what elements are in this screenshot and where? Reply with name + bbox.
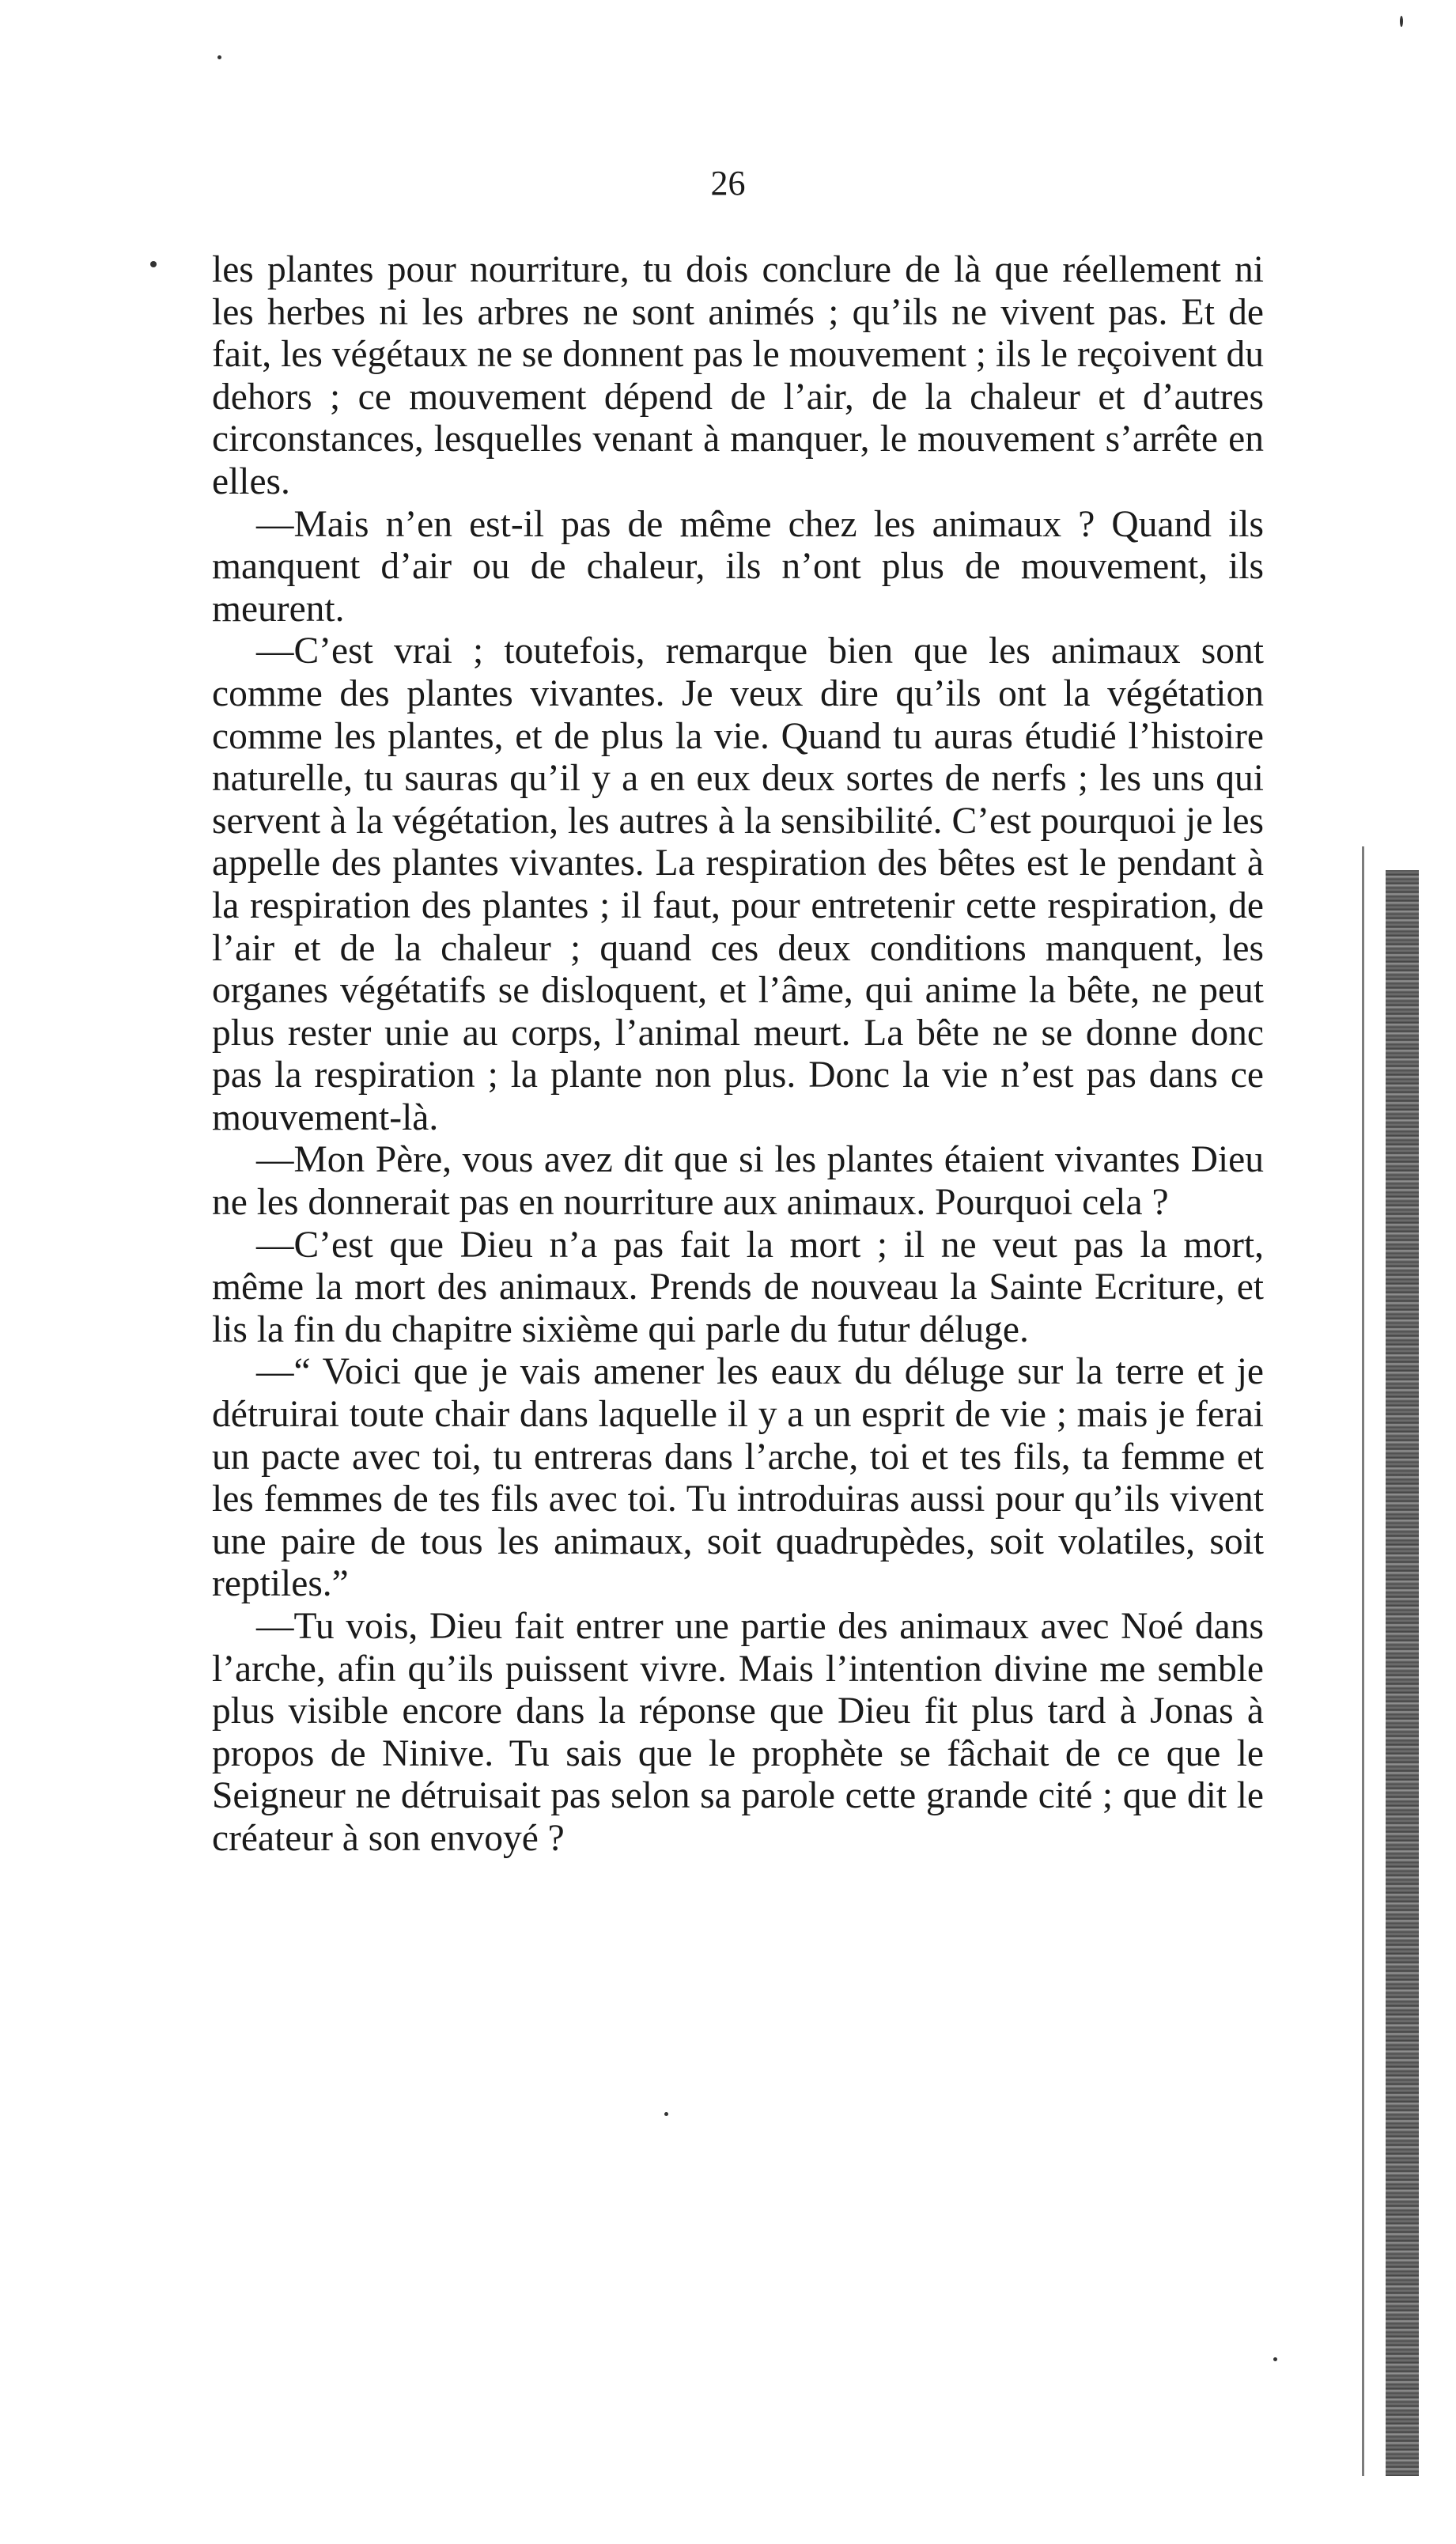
scan-speck: [664, 2112, 668, 2116]
scan-speck: [1273, 2357, 1277, 2361]
binding-edge-shadow: [1386, 870, 1419, 2476]
paragraph-6: —“ Voici que je vais amener les eaux du déluge sur la terre et je détruirai toute chair dans laquelle il y a un esprit de vie ; mais je ferai un pacte avec toi, tu entreras dans l’arche, toi et tes fils, ta femme et les femmes de tes fils avec toi. Tu introduiras aussi pour qu’ils vivent une paire de tous les animaux, soit quadrupèdes, soit volatiles, soit reptiles.”: [212, 1351, 1264, 1605]
paragraph-5: —C’est que Dieu n’a pas fait la mort ; il ne veut pas la mort, même la mort des animaux. Prends de nouveau la Sainte Ecriture, et lis la fin du chapitre sixième qui parle du futur déluge.: [212, 1224, 1264, 1350]
paragraph-2: —Mais n’en est-il pas de même chez les animaux ? Quand ils manquent d’air ou de chaleur, ils n’ont plus de mouvement, ils meurent.: [212, 503, 1264, 630]
scan-speck: [1400, 16, 1403, 27]
scan-speck: [150, 261, 157, 267]
paragraph-1: les plantes pour nourriture, tu dois conclure de là que réellement ni les herbes ni les arbres ne sont animés ; qu’ils ne vivent pas. Et de fait, les végétaux ne se donnent pas le mouvement ; ils le reçoivent du dehors ; ce mouvement dépend de l’air, de la chaleur et d’autres circonstances, lesquelles venant à manquer, le mouvement s’arrête en elles.: [212, 249, 1264, 502]
page-number: 26: [710, 164, 746, 203]
scan-speck: [217, 55, 221, 59]
binding-edge-line: [1362, 846, 1364, 2476]
paragraph-7: —Tu vois, Dieu fait entrer une partie des animaux avec Noé dans l’arche, afin qu’ils puissent vivre. Mais l’intention divine me semble plus visible encore dans la réponse que Dieu fit plus tard à Jonas à propos de Ninive. Tu sais que le prophète se fâchait de ce que le Seigneur ne détruisait pas selon sa parole cette grande cité ; que dit le créateur à son envoyé ?: [212, 1606, 1264, 1859]
body-text: [212, 249, 1264, 1861]
paragraph-4: —Mon Père, vous avez dit que si les plantes étaient vivantes Dieu ne les donnerait pas en nourriture aux animaux. Pourquoi cela ?: [212, 1139, 1264, 1224]
paragraph-3: —C’est vrai ; toutefois, remarque bien que les animaux sont comme des plantes vivantes. Je veux dire qu’ils ont la végétation comme les plantes, et de plus la vie. Quand tu auras étudié l’histoire naturelle, tu sauras qu’il y a en eux deux sortes de nerfs ; les uns qui servent à la végétation, les autres à la sensibilité. C’est pourquoi je les appelle des plantes vivantes. La respiration des bêtes est le pendant à la respiration des plantes ; il faut, pour entretenir cette respiration, de l’air et de la chaleur ; quand ces deux conditions manquent, les organes végétatifs se disloquent, et l’âme, qui anime la bête, ne peut plus rester unie au corps, l’animal meurt. La bête ne se donne donc pas la respiration ; la plante non plus. Donc la vie n’est pas dans ce mouvement-là.: [212, 630, 1264, 1138]
